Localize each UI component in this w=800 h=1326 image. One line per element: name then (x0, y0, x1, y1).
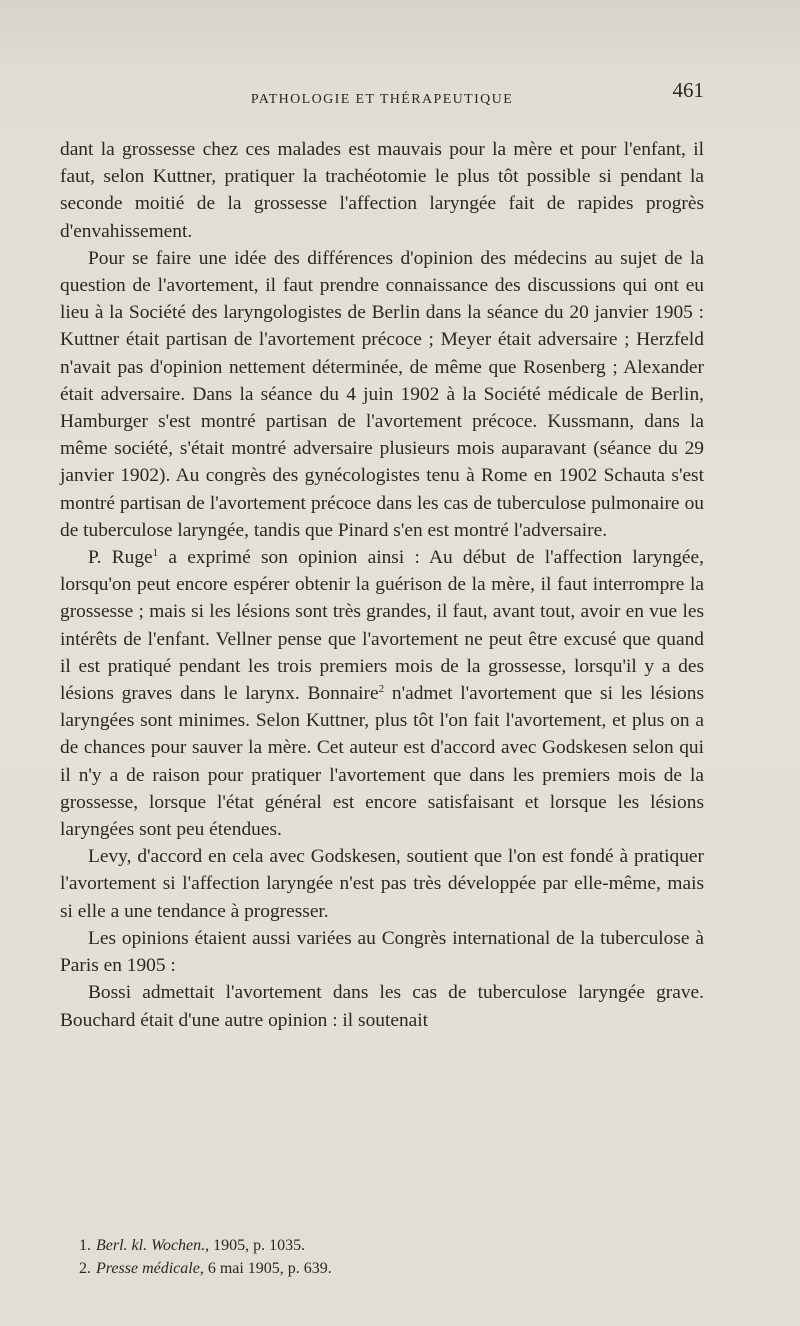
footnote-details: , 1905, p. 1035. (205, 1237, 306, 1254)
page-number: 461 (672, 78, 704, 102)
paragraph-3: P. Ruge$^1$ a exprimé son opinion ainsi : Au début de l'affection laryngée, lorsqu'on peut encore espérer obtenir la guérison de la mère, il faut interrompre la grossesse ; mais si les lésions sont très grandes, il faut, avant tout, avoir en vue les intérêts de l'enfant. Vellner pense que l'avortement ne peut être excusé que quand il est pratiqué pendant les trois premiers mois de la grossesse, lorsqu'il y a des lésions graves dans le larynx. Bonnaire$^2$ n'admet l'avortement que si les lésions laryngées sont minimes. Selon Kuttner, plus tôt l'on fait l'avortement, et plus on a de chances pour sauver la mère. Cet auteur est d'accord avec Godskesen selon qui il n'y a de raison pour pratiquer l'avortement que dans les premiers mois de la grossesse, lorsque l'état général est encore satisfaisant et lorsque les lésions laryngées sont peu étendues. (60, 547, 704, 841)
footnote-number: 2. (79, 1260, 91, 1277)
footnote-source: Berl. kl. Wochen. (96, 1237, 206, 1254)
footnote-2 (79, 1257, 704, 1280)
body-text (60, 136, 704, 1034)
footnote-ref: 2 (378, 683, 385, 696)
paragraph-6: Bossi admettait l'avortement dans les cas de tuberculose laryngée grave. Bouchard était d'une autre opinion : il soutenait (60, 982, 704, 1031)
paragraph-5: Les opinions étaient aussi variées au Congrès international de la tuberculose à Paris en 1905 : (60, 927, 704, 977)
footnote-details: , 6 mai 1905, p. 639. (199, 1260, 332, 1277)
paragraph-4: Levy, d'accord en cela avec Godskesen, soutient que l'on est fondé à pratiquer l'avortement si l'affection laryngée n'est pas très développée par elle-même, mais si elle a une tendance à progresser. (60, 846, 704, 922)
paragraph-2: Pour se faire une idée des différences d'opinion des médecins au sujet de la question de l'avortement, il faut prendre connaissance des discussions qui ont eu lieu à la Société des laryngologistes de Berlin dans la séance du 20 janvier 1905 : Kuttner était partisan de l'avortement précoce ; Meyer était adversaire ; Herzfeld n'avait pas d'opinion nettement déterminée, de même que Rosenberg ; Alexander était adversaire. Dans la séance du 4 juin 1902 à la Société médicale de Berlin, Hamburger s'est montré partisan de l'avortement précoce. Kussmann, dans la même société, s'était montré adversaire plusieurs mois auparavant (séance du 29 janvier 1902). Au congrès des gynécologistes tenu à Rome en 1902 Schauta s'est montré partisan de l'avortement précoce dans les cas de tuberculose pulmonaire ou de tuberculose laryngée, tandis que Pinard s'en est montré l'adversaire. (60, 247, 704, 541)
footnote-ref: 1 (152, 547, 159, 560)
footnotes (60, 1234, 704, 1280)
footnote-source: Presse médicale (96, 1260, 200, 1277)
footnote-number: 1. (79, 1237, 91, 1254)
running-header (60, 78, 704, 118)
paragraph-1: dant la grossesse chez ces malades est mauvais pour la mère et pour l'enfant, il faut, selon Kuttner, pratiquer la trachéotomie le plus tôt possible si pendant la seconde moitié de la grossesse l'affection laryngée fait de rapides progrès d'envahissement. (60, 139, 704, 242)
running-title: PATHOLOGIE ET THÉRAPEUTIQUE (250, 92, 514, 107)
footnote-1 (79, 1234, 704, 1257)
